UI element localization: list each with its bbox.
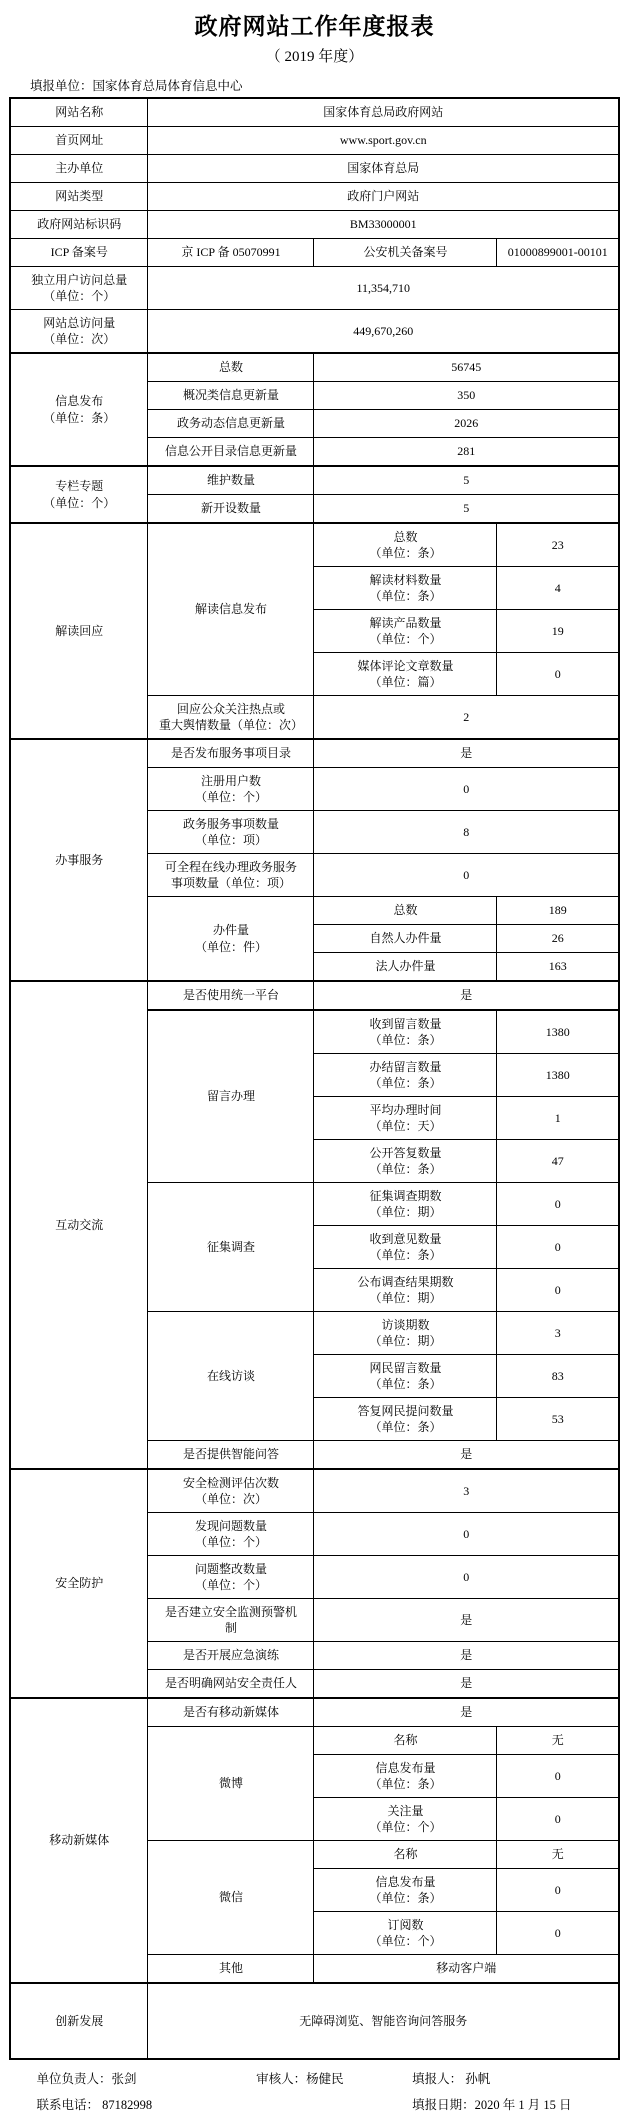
monitor-value: 是 (314, 1599, 619, 1642)
report-date: 填报日期：2020 年 1 月 15 日 (412, 2098, 572, 2112)
service-items-label (148, 811, 314, 854)
site-name-label: 网站名称 (10, 98, 148, 127)
cell-label: 关注量 (387, 1803, 424, 1818)
table-row (10, 155, 619, 183)
cell-unit: （单位：条） (369, 1033, 442, 1047)
surveys-sub-label: 征集调查 (148, 1183, 314, 1312)
site-code-label: 政府网站标识码 (10, 211, 148, 239)
has-mobile-media-value: 是 (314, 1698, 619, 1727)
group-label: 信息发布 (55, 394, 104, 409)
cell-unit: （单位：个） (369, 1934, 442, 1948)
row-label: 维护数量 (148, 466, 314, 495)
table-row (10, 127, 619, 155)
row-value: 350 (314, 382, 619, 410)
group-unit: （单位：个） (43, 495, 116, 510)
site-name-value: 国家体育总局政府网站 (148, 98, 619, 127)
cell-label: 网民留言数量 (369, 1360, 442, 1375)
row-value: 83 (497, 1355, 619, 1398)
security-group-label: 安全防护 (10, 1469, 148, 1698)
cell-label: 问题整改数量 (194, 1561, 267, 1576)
sponsor-label: 主办单位 (10, 155, 148, 183)
row-value: 1 (497, 1097, 619, 1140)
cell-label: 重大舆情数量（单位：次） (158, 718, 303, 732)
police-record-value: 01000899001-00101 (497, 239, 619, 267)
row-label (314, 1010, 497, 1054)
unified-platform-value: 是 (314, 981, 619, 1010)
weibo-sub-label: 微博 (148, 1727, 314, 1841)
cell-unit: （单位：个） (369, 632, 442, 646)
cell-label: 信息发布量 (375, 1760, 436, 1775)
row-label (314, 567, 497, 610)
row-label (314, 1226, 497, 1269)
total-visits-value: 449,670,260 (148, 310, 619, 354)
row-label: 信息公开目录信息更新量 (148, 438, 314, 467)
cell-label: 平均办理时间 (369, 1102, 442, 1117)
row-value: 5 (314, 495, 619, 524)
row-label (314, 1054, 497, 1097)
row-label (314, 1398, 497, 1441)
row-value: 19 (497, 610, 619, 653)
row-label (314, 1140, 497, 1183)
row-label (314, 1097, 497, 1140)
row-label (314, 1798, 497, 1841)
online-items-label (148, 854, 314, 897)
special-columns-group-label (10, 466, 148, 523)
innovation-value: 无障碍浏览、智能咨询问答服务 (148, 1983, 619, 2059)
row-value: 0 (497, 1869, 619, 1912)
report-footer (15, 2066, 615, 2118)
cell-unit: （单位：期） (369, 1334, 442, 1348)
cell-label: 解读产品数量 (369, 615, 442, 630)
drill-value: 是 (314, 1642, 619, 1670)
cell-unit: （单位：个） (194, 790, 267, 804)
group-unit: （单位：条） (43, 410, 116, 425)
cell-unit: （单位：件） (194, 939, 267, 954)
row-label (314, 1755, 497, 1798)
cell-unit: （单位：个） (194, 1535, 267, 1549)
row-value: 47 (497, 1140, 619, 1183)
row-value: 0 (497, 1798, 619, 1841)
cell-label: 订阅数 (387, 1917, 424, 1932)
cell-label: 信息发布量 (375, 1874, 436, 1889)
row-label: 总数 (148, 353, 314, 382)
page-title: 政府网站工作年度报表 (194, 14, 435, 39)
table-row (10, 267, 619, 310)
row-label: 名称 (314, 1727, 497, 1755)
officer-label: 是否明确网站安全责任人 (148, 1670, 314, 1699)
reporting-unit: 填报单位：国家体育总局体育信息中心 (30, 79, 243, 93)
interviews-sub-label: 在线访谈 (148, 1312, 314, 1441)
cell-label: 事项数量（单位：项） (170, 876, 291, 890)
cell-unit: （单位：条） (369, 1377, 442, 1391)
row-value: 26 (497, 925, 619, 953)
monitor-label (148, 1599, 314, 1642)
cell-label: 公布调查结果期数 (357, 1274, 454, 1289)
cell-unit: （单位：条） (369, 1162, 442, 1176)
officer-value: 是 (314, 1670, 619, 1699)
table-row (10, 1469, 619, 1513)
auditor: 审核人：杨健民 (256, 2072, 344, 2086)
row-label (148, 1556, 314, 1599)
cell-unit: （单位：条） (369, 546, 442, 560)
other-media-label: 其他 (148, 1955, 314, 1984)
row-label: 概况类信息更新量 (148, 382, 314, 410)
row-value: 3 (314, 1469, 619, 1513)
row-value: 0 (497, 1269, 619, 1312)
cell-label: 公开答复数量 (369, 1145, 442, 1160)
interpretation-sub-label: 解读信息发布 (148, 523, 314, 696)
unit-head: 单位负责人：张剑 (36, 2072, 137, 2086)
hotspot-value: 2 (314, 696, 619, 740)
mobile-media-group-label: 移动新媒体 (10, 1698, 148, 1983)
site-type-value: 政府门户网站 (148, 183, 619, 211)
row-label: 名称 (314, 1841, 497, 1869)
cell-unit: （单位：篇） (369, 675, 442, 689)
unique-visitors-value: 11,354,710 (148, 267, 619, 310)
cell-unit: （单位：条） (369, 1420, 442, 1434)
cell-label: 回应公众关注热点或 (176, 701, 285, 716)
other-media-value: 移动客户端 (314, 1955, 619, 1984)
unified-platform-label: 是否使用统一平台 (148, 981, 314, 1010)
site-type-label: 网站类型 (10, 183, 148, 211)
service-items-value: 8 (314, 811, 619, 854)
online-items-value: 0 (314, 854, 619, 897)
row-value: 4 (497, 567, 619, 610)
row-value: 0 (497, 1226, 619, 1269)
row-label (314, 653, 497, 696)
row-label (314, 610, 497, 653)
row-value: 3 (497, 1312, 619, 1355)
cell-label: 制 (224, 1621, 237, 1635)
cell-unit: （单位：天） (369, 1119, 442, 1133)
row-value: 5 (314, 466, 619, 495)
wechat-sub-label: 微信 (148, 1841, 314, 1955)
row-label (314, 1269, 497, 1312)
row-label (314, 1355, 497, 1398)
row-label: 政务动态信息更新量 (148, 410, 314, 438)
row-label (314, 1312, 497, 1355)
cell-unit: （单位：个） (43, 289, 116, 303)
row-value: 1380 (497, 1010, 619, 1054)
cell-unit: （单位：条） (369, 589, 442, 603)
smart-qa-label: 是否提供智能问答 (148, 1441, 314, 1470)
site-code-value: BM33000001 (148, 211, 619, 239)
row-label: 法人办件量 (314, 953, 497, 982)
row-value: 0 (497, 653, 619, 696)
volume-sub-label (148, 897, 314, 982)
table-row (10, 466, 619, 495)
icp-value: 京 ICP 备 05070991 (148, 239, 314, 267)
cell-unit: （单位：条） (369, 1248, 442, 1262)
cell-label: 征集调查期数 (369, 1188, 442, 1203)
cell-label: 独立用户访问总量 (31, 272, 128, 287)
row-label (148, 1513, 314, 1556)
interpretation-group-label: 解读回应 (10, 523, 148, 739)
row-value: 0 (314, 1513, 619, 1556)
row-value: 163 (497, 953, 619, 982)
cell-unit: （单位：期） (369, 1205, 442, 1219)
cell-label: 办结留言数量 (369, 1059, 442, 1074)
cell-label: 是否建立安全监测预警机 (164, 1604, 297, 1619)
cell-unit: （单位：条） (369, 1891, 442, 1905)
cell-unit: （单位：项） (194, 833, 267, 847)
row-label: 新开设数量 (148, 495, 314, 524)
home-url-label: 首页网址 (10, 127, 148, 155)
row-label (314, 523, 497, 567)
cell-label: 注册用户数 (200, 773, 261, 788)
row-label (148, 1469, 314, 1513)
row-label (314, 1912, 497, 1955)
cell-label: 解读材料数量 (369, 572, 442, 587)
cell-label: 收到留言数量 (369, 1016, 442, 1031)
cell-unit: （单位：条） (369, 1076, 442, 1090)
cell-label: 答复网民提问数量 (357, 1403, 454, 1418)
table-row (10, 981, 619, 1010)
services-group-label: 办事服务 (10, 739, 148, 981)
cell-label: 安全检测评估次数 (182, 1475, 279, 1490)
footer-spacer (256, 2092, 412, 2118)
unique-visitors-label (10, 267, 148, 310)
total-visits-label (10, 310, 148, 354)
table-row (10, 98, 619, 127)
table-row (10, 353, 619, 382)
row-value: 2026 (314, 410, 619, 438)
row-value: 无 (497, 1841, 619, 1869)
icp-label: ICP 备案号 (10, 239, 148, 267)
cell-unit: （单位：次） (43, 332, 116, 346)
home-url-value: www.sport.gov.cn (148, 127, 619, 155)
row-value: 53 (497, 1398, 619, 1441)
drill-label: 是否开展应急演练 (148, 1642, 314, 1670)
cell-unit: （单位：个） (194, 1578, 267, 1592)
cell-label: 总数 (393, 529, 418, 544)
table-row (10, 211, 619, 239)
cell-unit: （单位：条） (369, 1777, 442, 1791)
catalog-label: 是否发布服务事项目录 (148, 739, 314, 768)
smart-qa-value: 是 (314, 1441, 619, 1470)
table-row (10, 183, 619, 211)
info-release-group-label (10, 353, 148, 466)
interaction-group-label: 互动交流 (10, 981, 148, 1469)
row-value: 无 (497, 1727, 619, 1755)
hotspot-label (148, 696, 314, 740)
contact-phone: 联系电话： 87182998 (36, 2098, 153, 2112)
cell-label: 媒体评论文章数量 (357, 658, 454, 673)
cell-label: 收到意见数量 (369, 1231, 442, 1246)
annual-report-table (9, 97, 620, 2060)
police-record-label: 公安机关备案号 (314, 239, 497, 267)
table-row (10, 1983, 619, 2059)
cell-unit: （单位：期） (369, 1291, 442, 1305)
table-row (10, 239, 619, 267)
cell-label: 可全程在线办理政务服务 (164, 859, 297, 874)
row-value: 0 (497, 1183, 619, 1226)
cell-unit: （单位：个） (369, 1820, 442, 1834)
row-label: 自然人办件量 (314, 925, 497, 953)
reporter: 填报人： 孙帆 (412, 2072, 491, 2086)
cell-label: 政务服务事项数量 (182, 816, 279, 831)
row-label (314, 1183, 497, 1226)
table-row (10, 523, 619, 567)
cell-label: 发现问题数量 (194, 1518, 267, 1533)
catalog-value: 是 (314, 739, 619, 768)
has-mobile-media-label: 是否有移动新媒体 (148, 1698, 314, 1727)
row-value: 0 (314, 1556, 619, 1599)
table-row (10, 1698, 619, 1727)
row-value: 0 (497, 1912, 619, 1955)
messages-sub-label: 留言办理 (148, 1010, 314, 1183)
row-value: 0 (497, 1755, 619, 1798)
cell-label: 网站总访问量 (43, 315, 116, 330)
table-row (10, 739, 619, 768)
row-value: 56745 (314, 353, 619, 382)
table-row (10, 310, 619, 354)
innovation-group-label: 创新发展 (10, 1983, 148, 2059)
row-label: 总数 (314, 897, 497, 925)
row-label (314, 1869, 497, 1912)
row-value: 1380 (497, 1054, 619, 1097)
sponsor-value: 国家体育总局 (148, 155, 619, 183)
cell-label: 办件量 (212, 923, 249, 938)
cell-label: 访谈期数 (381, 1317, 430, 1332)
group-label: 专栏专题 (55, 479, 104, 494)
cell-unit: （单位：次） (194, 1492, 267, 1506)
row-value: 23 (497, 523, 619, 567)
registered-users-label (148, 768, 314, 811)
report-year: （ 2019 年度） (265, 49, 364, 65)
row-value: 189 (497, 897, 619, 925)
registered-users-value: 0 (314, 768, 619, 811)
row-value: 281 (314, 438, 619, 467)
